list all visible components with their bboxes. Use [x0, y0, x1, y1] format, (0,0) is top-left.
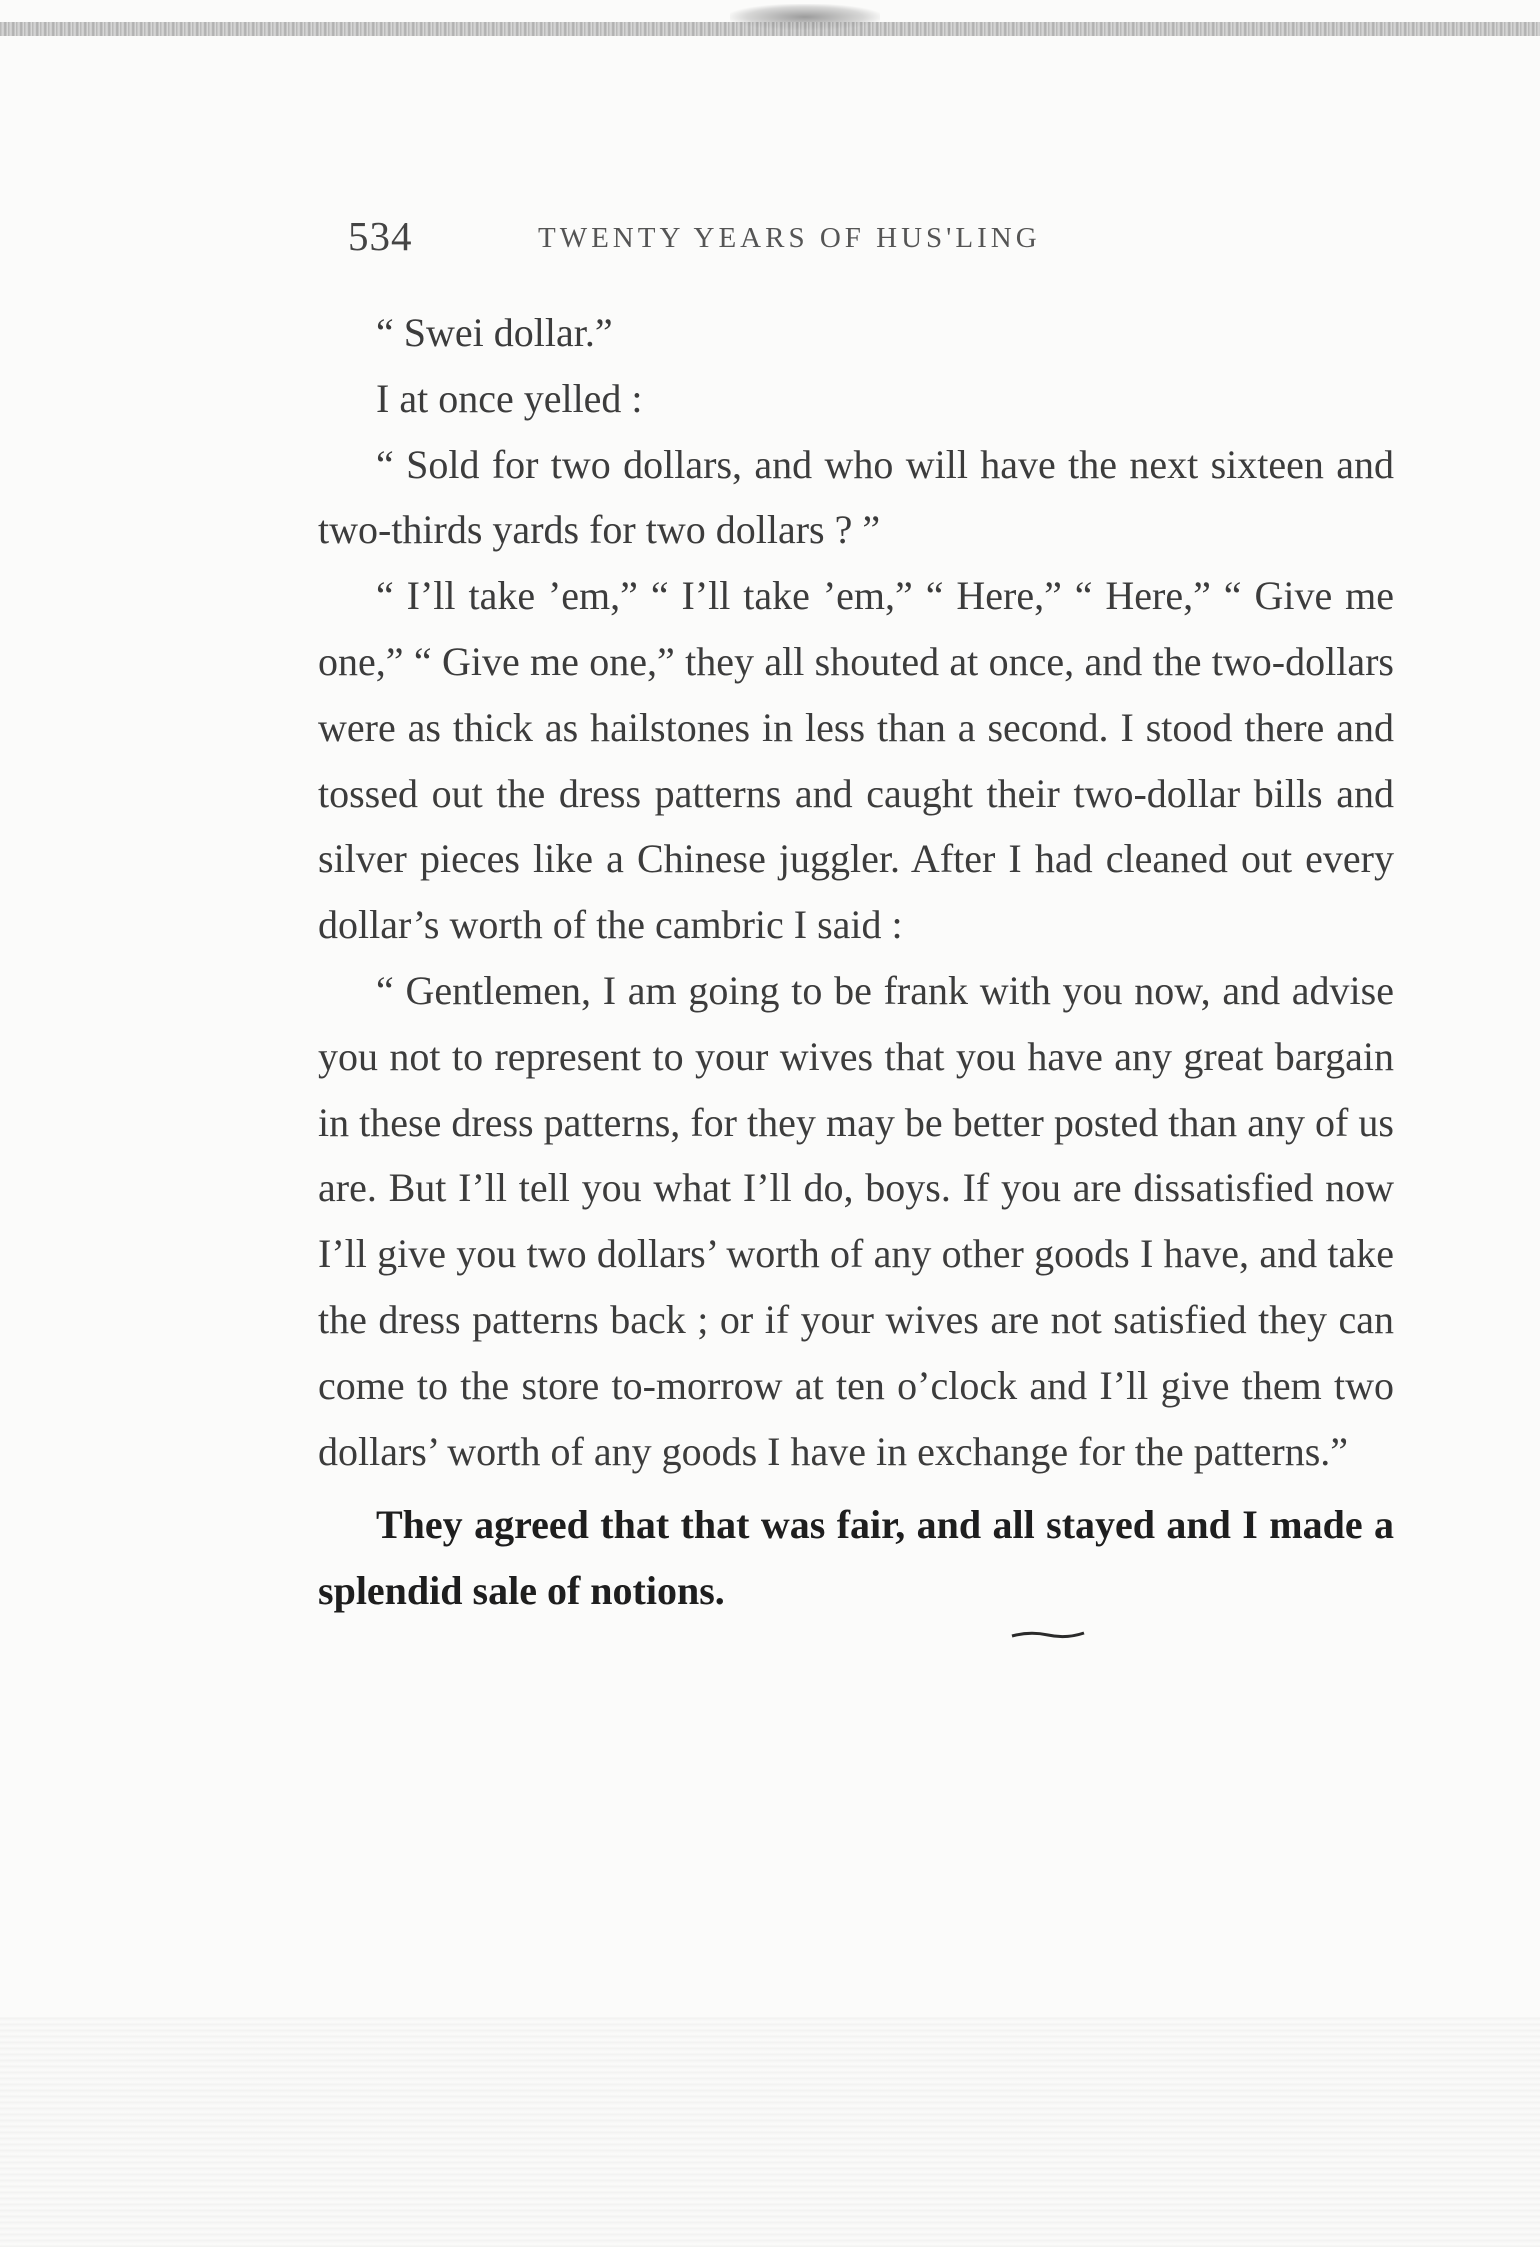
paragraph: “ Swei dollar.” [376, 310, 613, 355]
scan-grain [0, 2017, 1540, 2247]
running-head [348, 212, 1388, 272]
scan-edge-rule [0, 22, 1540, 36]
end-ornament [1010, 1630, 1086, 1640]
paragraph: They agreed that that was fair, and all stayed and I made a splendid sale of notions. [318, 1502, 1394, 1614]
paragraph: “ Sold for two dollars, and who will have the next sixteen and two-thirds yards for two dollars ? ” [318, 441, 1394, 553]
paragraph: I at once yelled : [376, 375, 643, 421]
running-title: TWENTY YEARS OF HUS'LING [538, 222, 1041, 254]
paragraph: “ I’ll take ’em,” “ I’ll take ’em,” “ Here,” “ Here,” “ Give me one,” “ Give me one,” they all shouted at once, and the two-dollars were as thick as hailstones in less than a second. I stood there and tossed out the dress patterns and caught their two-dollar bills and silver pieces like a Chinese juggler. After I had cleaned out every dollar’s worth of the cambric I said : [318, 573, 1394, 948]
paragraph: “ Gentlemen, I am going to be frank with you now, and advise you not to represent to your wives that you have any great bargain in these dress patterns, for they may be better posted than any of us are. But I’ll tell you what I’ll do, boys. If you are dissatisfied now I’ll give you two dollars’ worth of any other goods I have, and take the dress patterns back ; or if your wives are not satisfied they can come to the store to-morrow at ten o’clock and I’ll give them two dollars’ worth of any goods I have in exchange for the patterns.” [318, 967, 1394, 1474]
page-number: 534 [348, 213, 413, 259]
body-text [318, 300, 1394, 1624]
